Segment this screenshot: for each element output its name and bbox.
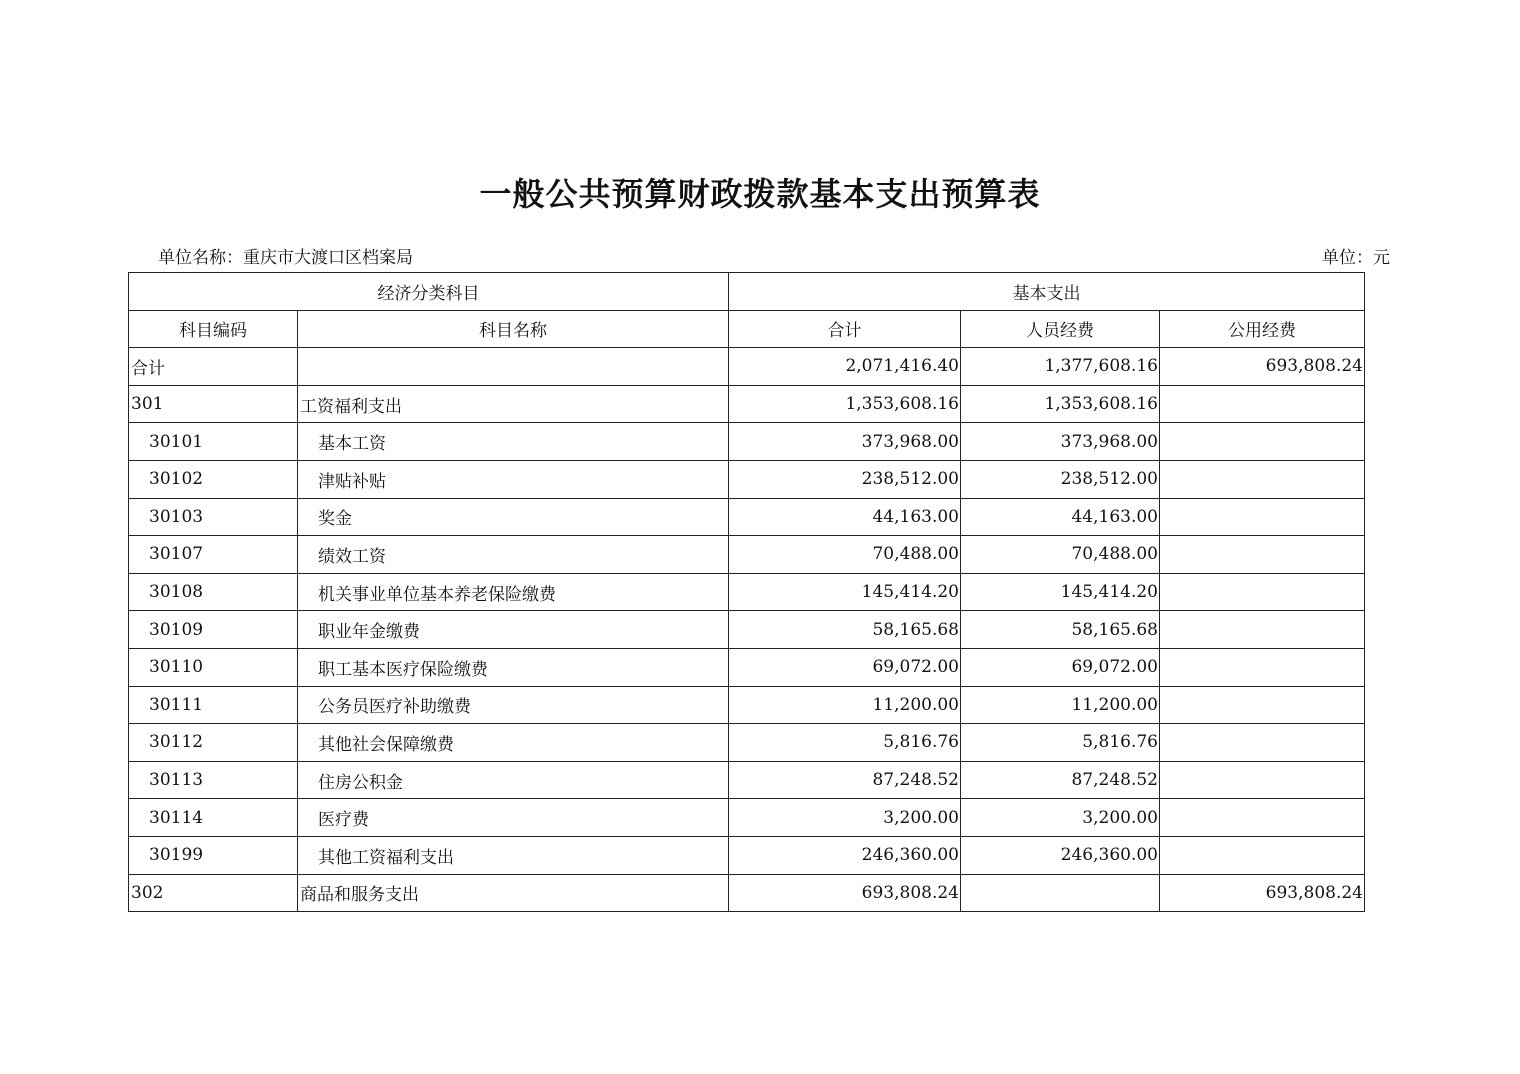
subject-code-cell: 30101 [129, 423, 298, 461]
public-amount-cell: 693,808.24 [1160, 348, 1365, 386]
table-row [129, 761, 1365, 799]
total-amount-cell: 373,968.00 [729, 423, 961, 461]
personnel-amount-cell: 58,165.68 [961, 611, 1160, 649]
subject-name-cell: 医疗费 [298, 799, 729, 837]
subject-name-cell: 公务员医疗补助缴费 [298, 686, 729, 724]
public-amount-cell [1160, 573, 1365, 611]
subject-code-cell: 30114 [129, 799, 298, 837]
table-row [129, 724, 1365, 762]
total-amount-cell: 69,072.00 [729, 648, 961, 686]
public-amount-cell [1160, 648, 1365, 686]
table-row [129, 573, 1365, 611]
public-amount-cell [1160, 423, 1365, 461]
table-row [129, 799, 1365, 837]
subject-code-cell: 合计 [129, 348, 298, 386]
currency-unit-label: 单位：元 [1322, 248, 1390, 268]
subject-name-cell: 基本工资 [298, 423, 729, 461]
table-row [129, 874, 1365, 912]
total-amount-cell: 238,512.00 [729, 460, 961, 498]
personnel-amount-cell: 246,360.00 [961, 836, 1160, 874]
personnel-amount-cell: 1,353,608.16 [961, 385, 1160, 423]
subject-name-cell: 其他社会保障缴费 [298, 724, 729, 762]
total-amount-cell: 1,353,608.16 [729, 385, 961, 423]
header-subject-code: 科目编码 [129, 310, 298, 348]
public-amount-cell [1160, 611, 1365, 649]
subject-code-cell: 30109 [129, 611, 298, 649]
total-amount-cell: 2,071,416.40 [729, 348, 961, 386]
personnel-amount-cell: 3,200.00 [961, 799, 1160, 837]
personnel-amount-cell: 145,414.20 [961, 573, 1160, 611]
total-amount-cell: 87,248.52 [729, 761, 961, 799]
header-total: 合计 [729, 310, 961, 348]
public-amount-cell: 693,808.24 [1160, 874, 1365, 912]
total-amount-cell: 145,414.20 [729, 573, 961, 611]
total-amount-cell: 3,200.00 [729, 799, 961, 837]
subject-name-cell: 职业年金缴费 [298, 611, 729, 649]
subject-code-cell: 30108 [129, 573, 298, 611]
subject-name-cell: 奖金 [298, 498, 729, 536]
total-amount-cell: 44,163.00 [729, 498, 961, 536]
personnel-amount-cell: 69,072.00 [961, 648, 1160, 686]
subject-name-cell: 绩效工资 [298, 536, 729, 574]
total-amount-cell: 11,200.00 [729, 686, 961, 724]
unit-name-label: 单位名称：重庆市大渡口区档案局 [158, 248, 413, 268]
table-row [129, 648, 1365, 686]
table-row [129, 686, 1365, 724]
personnel-amount-cell: 238,512.00 [961, 460, 1160, 498]
table-row [129, 423, 1365, 461]
public-amount-cell [1160, 836, 1365, 874]
public-amount-cell [1160, 536, 1365, 574]
header-public-expense: 公用经费 [1160, 310, 1365, 348]
public-amount-cell [1160, 498, 1365, 536]
public-amount-cell [1160, 799, 1365, 837]
public-amount-cell [1160, 761, 1365, 799]
personnel-amount-cell: 5,816.76 [961, 724, 1160, 762]
subject-code-cell: 30103 [129, 498, 298, 536]
table-row [129, 348, 1365, 386]
table-row [129, 460, 1365, 498]
table-row [129, 385, 1365, 423]
subject-name-cell: 津贴补贴 [298, 460, 729, 498]
subject-code-cell: 30113 [129, 761, 298, 799]
subject-name-cell: 住房公积金 [298, 761, 729, 799]
subject-name-cell [298, 348, 729, 386]
total-amount-cell: 58,165.68 [729, 611, 961, 649]
subject-name-cell: 商品和服务支出 [298, 874, 729, 912]
subject-code-cell: 30111 [129, 686, 298, 724]
header-basic-expenditure: 基本支出 [729, 273, 1365, 311]
budget-table [128, 272, 1365, 912]
subject-name-cell: 机关事业单位基本养老保险缴费 [298, 573, 729, 611]
table-row [129, 836, 1365, 874]
total-amount-cell: 70,488.00 [729, 536, 961, 574]
public-amount-cell [1160, 724, 1365, 762]
subject-code-cell: 30199 [129, 836, 298, 874]
page-title: 一般公共预算财政拨款基本支出预算表 [479, 175, 1041, 213]
subject-code-cell: 30102 [129, 460, 298, 498]
personnel-amount-cell: 1,377,608.16 [961, 348, 1160, 386]
table-row [129, 536, 1365, 574]
table-row [129, 611, 1365, 649]
personnel-amount-cell [961, 874, 1160, 912]
header-group-row [129, 273, 1365, 311]
subject-code-cell: 301 [129, 385, 298, 423]
total-amount-cell: 693,808.24 [729, 874, 961, 912]
personnel-amount-cell: 70,488.00 [961, 536, 1160, 574]
personnel-amount-cell: 11,200.00 [961, 686, 1160, 724]
public-amount-cell [1160, 460, 1365, 498]
subject-code-cell: 30107 [129, 536, 298, 574]
personnel-amount-cell: 44,163.00 [961, 498, 1160, 536]
subject-name-cell: 工资福利支出 [298, 385, 729, 423]
header-personnel-expense: 人员经费 [961, 310, 1160, 348]
subject-code-cell: 30110 [129, 648, 298, 686]
total-amount-cell: 246,360.00 [729, 836, 961, 874]
header-column-row [129, 310, 1365, 348]
budget-table-body [129, 273, 1365, 912]
subject-code-cell: 30112 [129, 724, 298, 762]
header-subject-name: 科目名称 [298, 310, 729, 348]
personnel-amount-cell: 373,968.00 [961, 423, 1160, 461]
public-amount-cell [1160, 385, 1365, 423]
header-economic-classification: 经济分类科目 [129, 273, 729, 311]
subject-name-cell: 其他工资福利支出 [298, 836, 729, 874]
table-row [129, 498, 1365, 536]
subject-name-cell: 职工基本医疗保险缴费 [298, 648, 729, 686]
subject-code-cell: 302 [129, 874, 298, 912]
personnel-amount-cell: 87,248.52 [961, 761, 1160, 799]
public-amount-cell [1160, 686, 1365, 724]
total-amount-cell: 5,816.76 [729, 724, 961, 762]
